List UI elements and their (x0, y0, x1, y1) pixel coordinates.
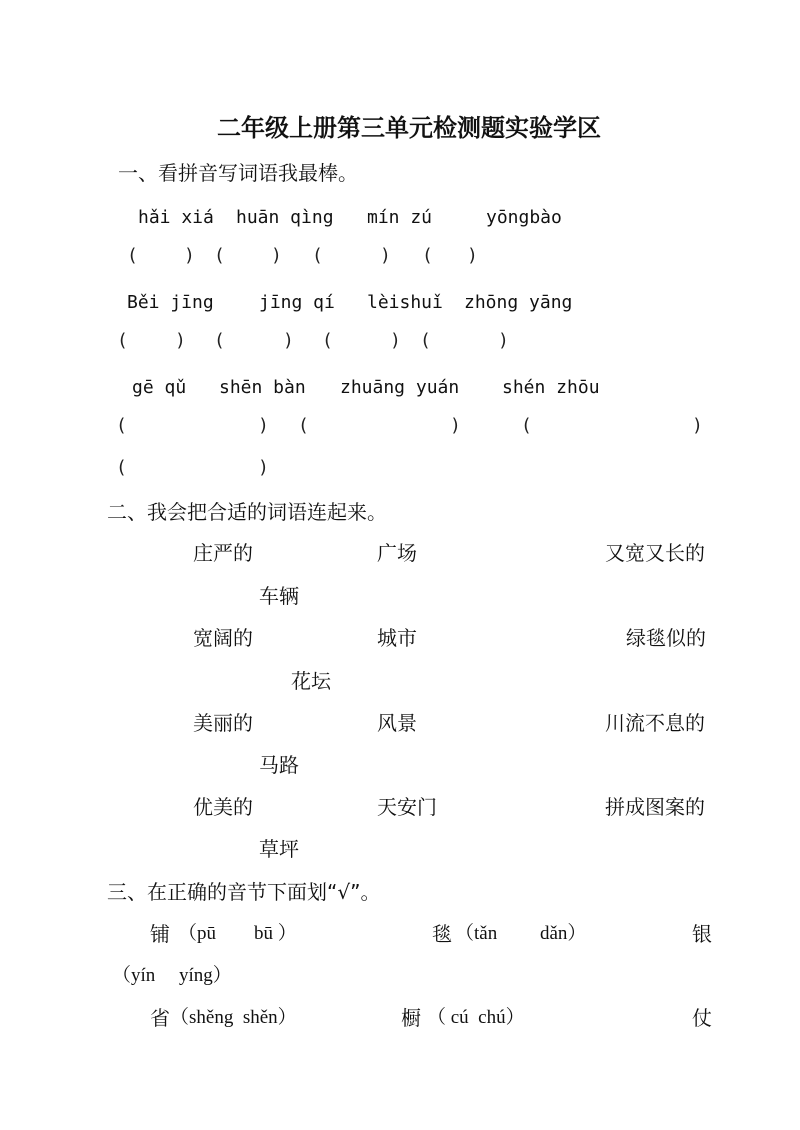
pinyin-item: yōngbào (486, 207, 562, 228)
pinyin-item: Běi jīng (127, 292, 214, 313)
section-1-heading: 一、看拼音写词语我最棒。 (118, 161, 358, 185)
pinyin-item: mín zú (367, 207, 433, 228)
syllable-options[interactable]: （pū bū ） (178, 923, 297, 944)
answer-blank-close[interactable]: ) (175, 330, 186, 351)
answer-blank-open[interactable]: ( (117, 330, 128, 351)
match-below-word[interactable]: 车辆 (259, 584, 299, 608)
match-middle-word[interactable]: 广场 (377, 541, 417, 565)
pinyin-item: gē qǔ (132, 377, 187, 398)
syllable-char: 毯 (432, 922, 452, 946)
match-below-word[interactable]: 花坛 (291, 669, 331, 693)
match-right-word[interactable]: 拼成图案的 (605, 795, 705, 819)
answer-blank-close[interactable]: ) (258, 415, 269, 436)
page-title: 二年级上册第三单元检测题实验学区 (217, 114, 601, 142)
answer-blank-close[interactable]: ) (184, 245, 195, 266)
answer-blank-open[interactable]: ( (116, 415, 127, 436)
answer-blank-open[interactable]: ( (521, 415, 532, 436)
syllable-char: 橱 (401, 1006, 421, 1030)
answer-blank-open[interactable]: ( (420, 330, 431, 351)
pinyin-item: zhōng yāng (464, 292, 573, 313)
match-below-word[interactable]: 马路 (259, 753, 299, 777)
answer-blank-open[interactable]: ( (322, 330, 333, 351)
match-right-word[interactable]: 绿毯似的 (626, 626, 706, 650)
answer-blank-close[interactable]: ) (390, 330, 401, 351)
match-below-word[interactable]: 草坪 (259, 837, 299, 861)
syllable-char: 仗 (692, 1006, 712, 1030)
pinyin-item: lèishuǐ (367, 292, 443, 313)
answer-blank-open[interactable]: ( (298, 415, 309, 436)
section-3-heading: 三、在正确的音节下面划“√”。 (107, 880, 381, 904)
match-middle-word[interactable]: 城市 (377, 626, 417, 650)
section-2-heading: 二、我会把合适的词语连起来。 (107, 500, 387, 524)
match-middle-word[interactable]: 风景 (377, 711, 417, 735)
answer-blank-open[interactable]: ( (214, 245, 225, 266)
syllable-char: 省 (150, 1006, 170, 1030)
answer-blank-close[interactable]: ) (498, 330, 509, 351)
syllable-char: 铺 (150, 922, 170, 946)
match-left-word[interactable]: 美丽的 (193, 711, 253, 735)
pinyin-item: shēn bàn (219, 377, 306, 398)
answer-blank-close[interactable]: ) (450, 415, 461, 436)
answer-blank-open[interactable]: ( (127, 245, 138, 266)
answer-blank-close[interactable]: ) (467, 245, 478, 266)
answer-blank-close[interactable]: ) (271, 245, 282, 266)
syllable-options[interactable]: （yín yíng） (112, 965, 232, 986)
pinyin-item: hǎi xiá (138, 207, 214, 228)
pinyin-item: jīng qí (259, 292, 335, 313)
match-left-word[interactable]: 宽阔的 (193, 626, 253, 650)
pinyin-item: zhuāng yuán (340, 377, 460, 398)
match-left-word[interactable]: 庄严的 (193, 541, 253, 565)
match-middle-word[interactable]: 天安门 (377, 795, 437, 819)
syllable-char: 银 (692, 922, 712, 946)
answer-blank-open[interactable]: ( (214, 330, 225, 351)
syllable-options[interactable]: （shěng shěn） (170, 1007, 297, 1028)
match-right-word[interactable]: 又宽又长的 (605, 541, 705, 565)
syllable-options[interactable]: （ cú chú） (427, 1007, 525, 1028)
match-left-word[interactable]: 优美的 (193, 795, 253, 819)
pinyin-item: huān qìng (236, 207, 334, 228)
answer-blank-close[interactable]: ) (283, 330, 294, 351)
match-right-word[interactable]: 川流不息的 (605, 711, 705, 735)
pinyin-item: shén zhōu (502, 377, 600, 398)
answer-blank-close[interactable]: ) (380, 245, 391, 266)
answer-blank-open[interactable]: ( (312, 245, 323, 266)
syllable-options[interactable]: （tǎn dǎn） (455, 923, 587, 944)
answer-blank-close[interactable]: ) (692, 415, 703, 436)
answer-blank-open[interactable]: ( (116, 457, 127, 478)
answer-blank-open[interactable]: ( (422, 245, 433, 266)
answer-blank-close[interactable]: ) (258, 457, 269, 478)
